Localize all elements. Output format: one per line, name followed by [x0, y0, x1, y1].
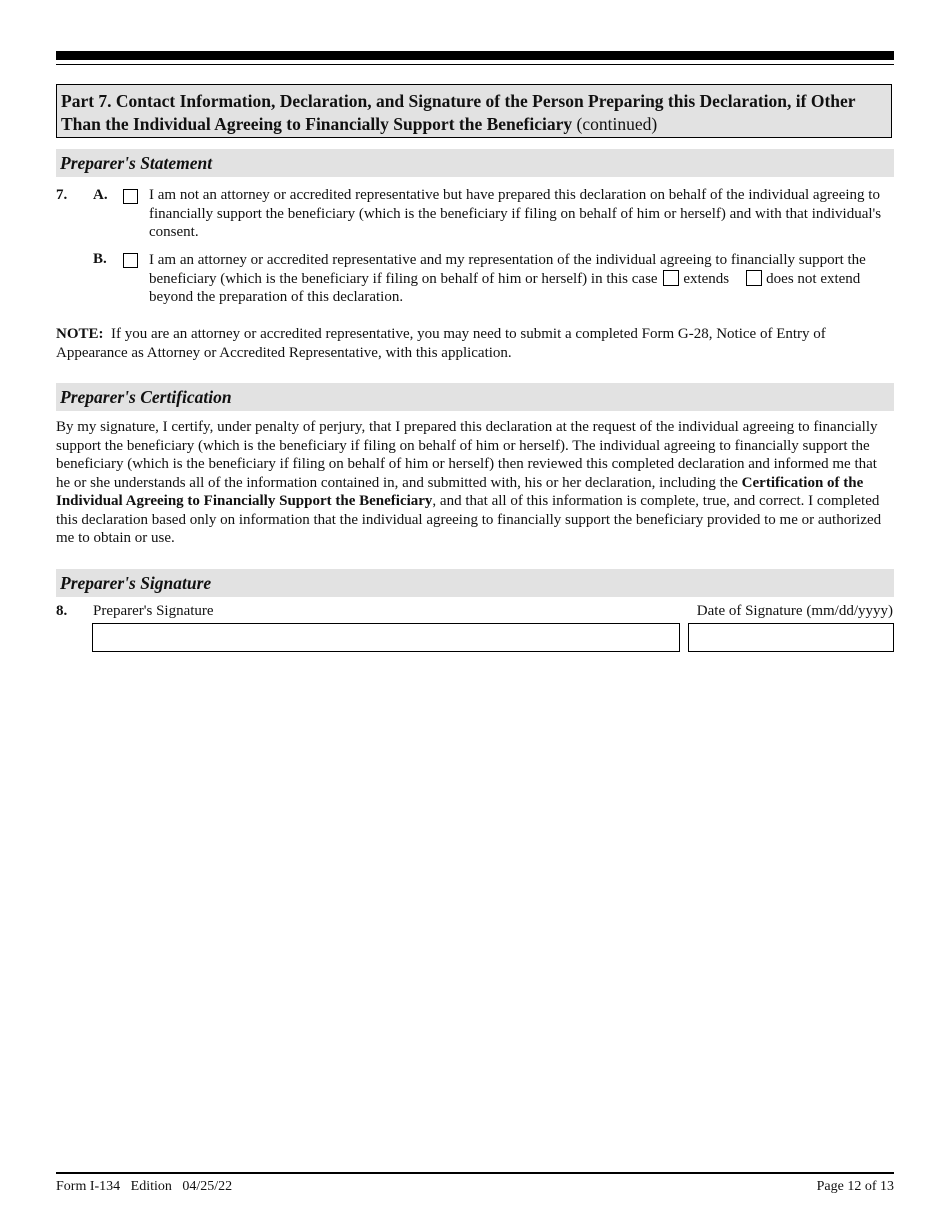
section-preparers-signature: Preparer's Signature — [56, 569, 894, 597]
signature-field[interactable] — [92, 623, 680, 652]
extends-label: extends — [683, 270, 730, 287]
part-7-title: Part 7. Contact Information, Declaration, and Signature of the Person Preparing this Declaration, if Other Than the Individual Agreeing to Financially Support the Beneficiary — [61, 91, 856, 134]
item-7b-text-end: beyond the preparation of this declaration. — [149, 289, 404, 305]
extends-checkbox[interactable] — [663, 270, 679, 286]
part-7-continued: (continued) — [576, 114, 658, 134]
item-7a-text: I am not an attorney or accredited representative but have prepared this declaration on behalf of the individual agreeing to financially support the beneficiary (which is the beneficiary if filing on behalf of him or herself) and with that individual's consent. — [149, 187, 882, 240]
certification-text-bold: Certification of the Individual Agreeing to Financially Support the Beneficiary — [56, 474, 864, 509]
section-preparers-statement: Preparer's Statement — [56, 149, 894, 177]
item-7b-checkbox[interactable] — [123, 253, 138, 268]
part-7-header — [56, 84, 892, 138]
date-of-signature-field[interactable] — [688, 623, 894, 652]
item-8-number: 8. — [56, 603, 68, 619]
does-not-extend-checkbox[interactable] — [746, 270, 762, 286]
certification-text-after: , and that all of this information is complete, true, and correct. I completed this declaration based only on information that the individual agreeing to financially support the beneficiary provided to me or authorized me to obtain or use. — [56, 493, 882, 546]
footer-form-id: Form I-134 Edition 04/25/22 — [56, 1179, 233, 1194]
item-7-number: 7. — [56, 187, 68, 203]
does-not-extend-label: does not extend — [766, 270, 861, 287]
certification-text-before: By my signature, I certify, under penalty of perjury, that I prepared this declaration at the request of the individual agreeing to financially support the beneficiary (which is the beneficiary if filing on behalf of him or herself). The individual agreeing to financially support the beneficiary (which is the beneficiary if filing on behalf of him or herself) then reviewed this completed declaration and informed me that he or she understands all of the information contained in, and submitted with, his or her declaration, including the — [56, 419, 878, 491]
section-preparers-certification: Preparer's Certification — [56, 383, 894, 411]
note-text: If you are an attorney or accredited representative, you may need to submit a completed Form G-28, Notice of Entry of Appearance as Attorney or Accredited Representative, with this application. — [56, 326, 826, 361]
item-7a-letter: A. — [93, 187, 108, 203]
item-7b-letter: B. — [93, 251, 107, 267]
date-of-signature-label: Date of Signature (mm/dd/yyyy) — [696, 603, 893, 619]
signature-label: Preparer's Signature — [93, 603, 214, 619]
top-thick-rule — [56, 51, 894, 60]
footer-page-number: Page 12 of 13 — [816, 1179, 894, 1194]
note-label: NOTE: — [56, 326, 104, 342]
top-thin-rule — [56, 64, 894, 65]
item-7b-text: I am an attorney or accredited representative and my representation of the individual agreeing to financially support the beneficiary (which is the beneficiary if filing on behalf of him or herself) in this case — [149, 252, 866, 287]
certification-paragraph — [56, 418, 892, 548]
footer-rule — [56, 1172, 894, 1174]
note-paragraph — [56, 325, 886, 362]
item-7a-checkbox[interactable] — [123, 189, 138, 204]
item-7b-text-block — [149, 251, 894, 307]
